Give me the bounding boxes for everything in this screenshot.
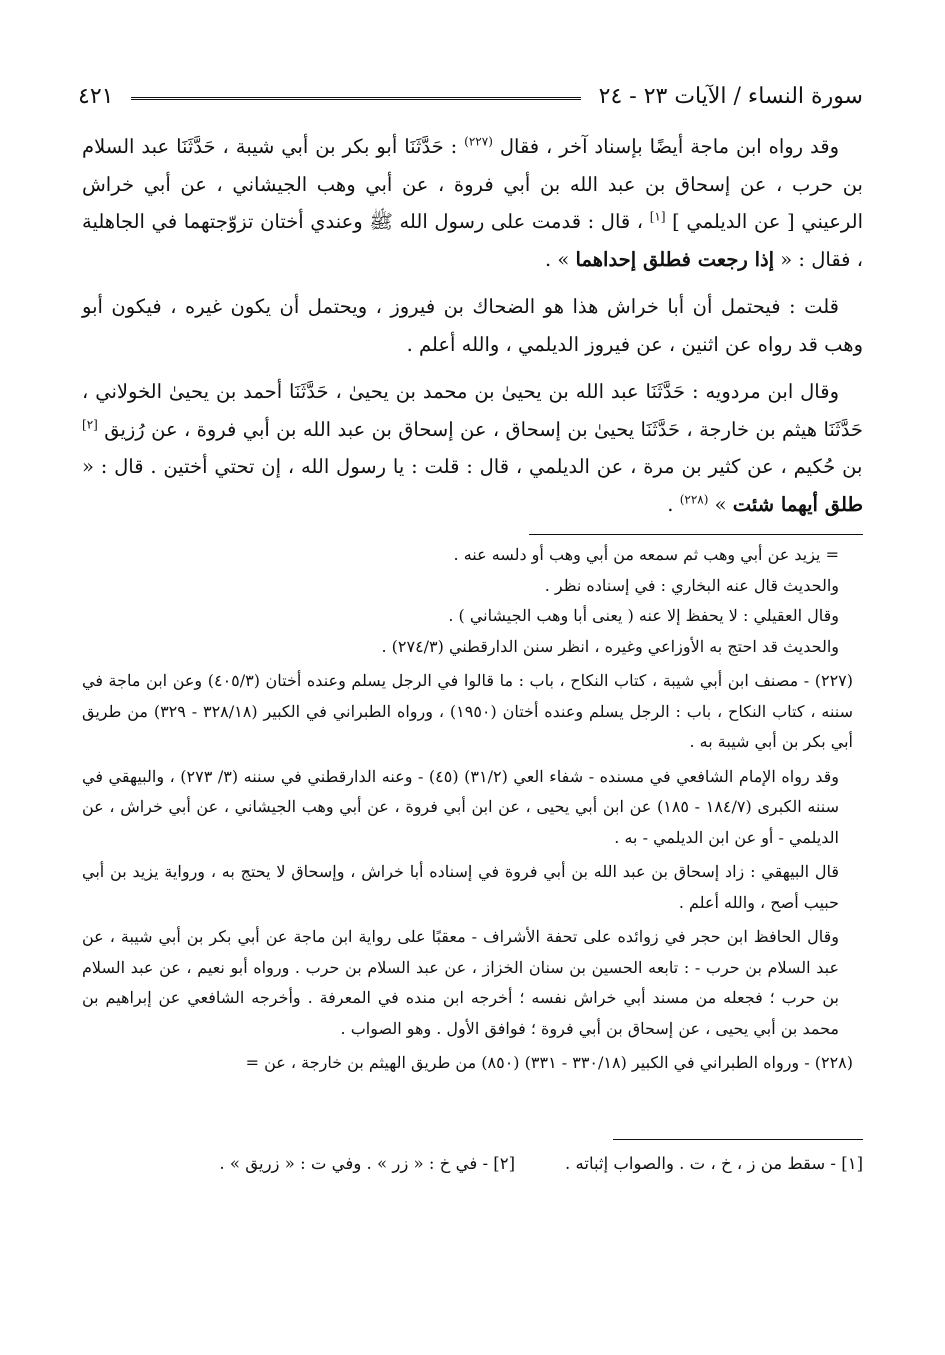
text-run: : حَدَّثَنَا أبو بكر بن أبي شيبة ، حَدَّثَنَا عبد السلام بن حرب ، عن إسحاق بن عبد الله بن أبي فروة ، عن أبي وهب الجيشاني ، عن أبي خراش الرعيني [ عن الديلمي ] xyxy=(82,135,863,233)
text-run: » xyxy=(714,492,727,516)
header-rule xyxy=(131,97,580,100)
text-run: بن حُكيم ، عن كثير بن مرة ، عن الديلمي ، قال : قلت : يا رسول الله ، إن تحتي أختين . قال : « xyxy=(82,455,863,478)
footnote-228: (٢٢٨) - ورواه الطبراني في الكبير (٣٣٠/١٨ - ٣٣١) (٨٥٠) من طريق الهيثم بن خارجة ، عن = xyxy=(245,1053,853,1072)
running-header xyxy=(78,78,863,114)
page-number: ٤٢١ xyxy=(78,83,114,109)
footnotes xyxy=(82,540,853,1079)
footnote-ref-227: (٢٢٧) xyxy=(464,134,493,149)
text-run: وقال ابن مردويه : حَدَّثَنَا عبد الله بن يحيىٰ بن محمد بن يحيىٰ ، حَدَّثَنَا أحمد بن يحيىٰ الخولاني ، حَدَّثَنَا هيثم بن خارجة ، حَدَّثَنَا يحيىٰ بن إسحاق ، عن إسحاق بن عبد الله بن أبي فروة ، عن رُزيق xyxy=(82,380,863,441)
manuscript-variants xyxy=(82,1150,863,1178)
paragraph-ibn-majah xyxy=(82,128,863,278)
footnote-line: وقال العقيلي : لا يحفظ إلا عنه ( يعنى أبا وهب الجيشاني ) . xyxy=(448,606,839,625)
text-run: ، قال : قدمت على رسول الله ﷺ وعندي أختان تزوّجتهما في الجاهلية ، فقال : « xyxy=(82,210,863,271)
text-run: . xyxy=(667,492,674,516)
variant-ref-2: [٢] xyxy=(82,417,98,431)
footnote-ref-228: (٢٢٨) xyxy=(679,492,709,506)
running-title: سورة النساء / الآيات ٢٣ - ٢٤ xyxy=(598,83,863,109)
main-text xyxy=(82,128,863,533)
text-run: » . xyxy=(545,247,570,271)
text-run: وقد رواه ابن ماجة أيضًا بإسناد آخر ، فقال xyxy=(499,135,839,158)
variant-note-1: [١] - سقط من ز ، خ ، ت . والصواب إثباته . xyxy=(565,1154,863,1173)
paragraph-commentary: قلت : فيحتمل أن أبا خراش هذا هو الضحاك بن فيروز ، ويحتمل أن يكون غيره ، فيكون أبو وهب قد رواه عن اثنين ، عن فيروز الديلمي ، والله أعلم . xyxy=(82,295,863,356)
footnote-line: والحديث قد احتج به الأوزاعي وغيره ، انظر سنن الدارقطني (٢٧٤/٣) . xyxy=(381,636,839,656)
footnote-line: وقال الحافظ ابن حجر في زوائده على تحفة الأشراف - معقبًا على رواية ابن ماجة عن أبي بكر بن أبي شيبة ، عن عبد السلام بن حرب - : تابعه الحسين بن سنان الخزاز ، عن عبد السلام بن حرب . ورواه أبو نعيم ، عن عبد السلام بن حرب ؛ فجعله من مسند أبي خراش نفسه ؛ أخرجه ابن منده في المعرفة . وأخرجه الشافعي عن إبراهيم بن محمد بن أبي يحيى ، عن إسحاق بن أبي فروة ؛ فوافق الأول . وهو الصواب . xyxy=(82,927,839,1038)
variant-ref-1: [١] xyxy=(649,209,666,224)
footnote-divider xyxy=(529,534,863,535)
variants-divider xyxy=(613,1139,863,1140)
paragraph-ibn-mardawayh xyxy=(82,373,863,523)
footnote-line: وقد رواه الإمام الشافعي في مسنده - شفاء العي (٣١/٢) (٤٥) - وعنه الدارقطني في سننه (٣/ ٢٧٣) ، والبيهقي في سننه الكبرى (١٨٤/٧ - ١٨٥) عن ابن أبي يحيى ، عن ابن أبي فروة ، عن أبي وهب الجيشاني ، عن أبي خراش ، عن الديلمي - أو عن ابن الديلمي - به . xyxy=(82,766,840,847)
footnote-line: والحديث قال عنه البخاري : في إسناده نظر . xyxy=(544,575,839,595)
hadith-quote: طلق أيهما شئت xyxy=(732,492,863,516)
variant-note-2: [٢] - في خ : « زر » . وفي ت : « زريق » . xyxy=(219,1154,516,1173)
footnote-227: (٢٢٧) - مصنف ابن أبي شيبة ، كتاب النكاح ، باب : ما قالوا في الرجل يسلم وعنده أختان (٤٠٥/٣) وعن ابن ماجة في سننه ، كتاب النكاح ، باب : الرجل يسلم وعنده أختان (١٩٥٠) ، ورواه الطبراني في الكبير (٣٢٨/١٨ - ٣٢٩) من طريق أبي بكر بن أبي شيبة به . xyxy=(82,671,854,751)
footnote-line: = يزيد عن أبي وهب ثم سمعه من أبي وهب أو دلسه عنه . xyxy=(453,545,839,564)
hadith-quote: إذا رجعت فطلق إحداهما xyxy=(575,247,775,271)
footnote-line: قال البيهقي : زاد إسحاق بن عبد الله بن أبي فروة في إسناده أبا خراش ، وإسحاق لا يحتج به ، ورواية يزيد بن أبي حبيب أصح ، والله أعلم . xyxy=(82,862,839,912)
